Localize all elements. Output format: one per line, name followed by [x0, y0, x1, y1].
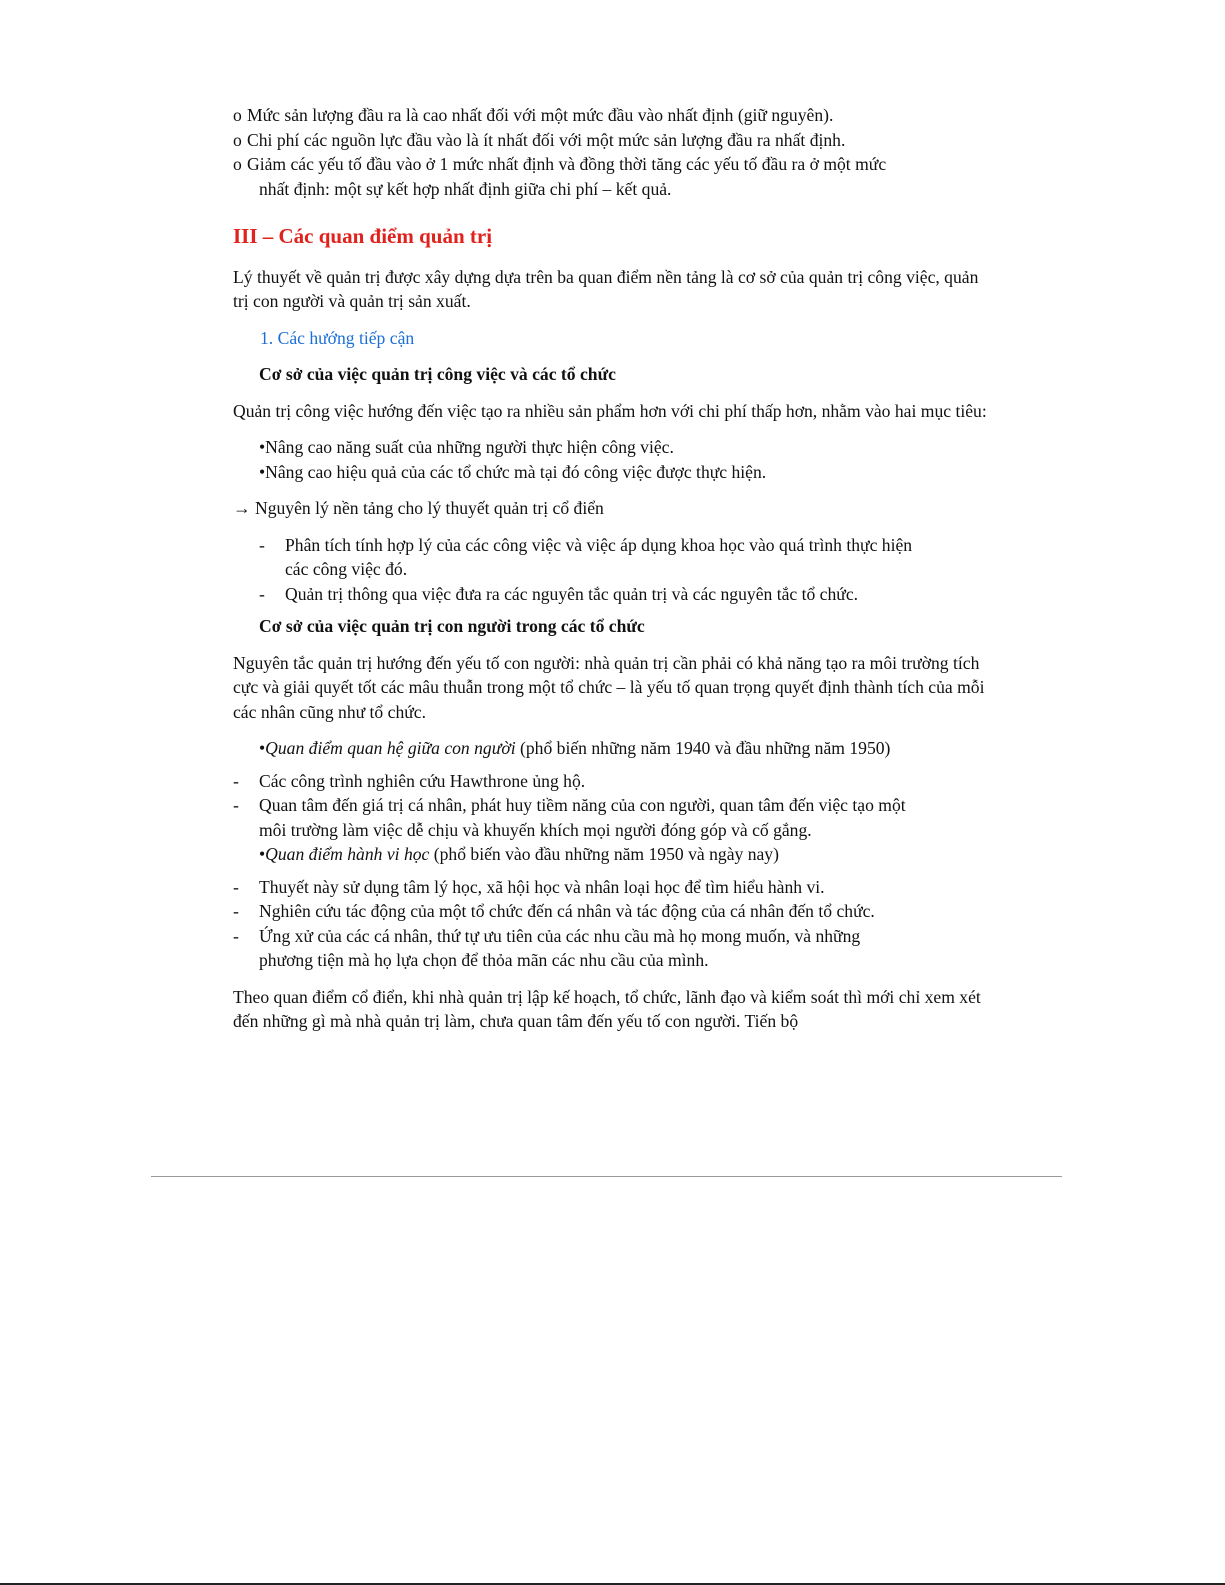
dash-item: - Phân tích tính hợp lý của các công việc và việc áp dụng khoa học vào quá trình thực hiện các công việc đó. — [259, 534, 913, 579]
view-behavioral: •Quan điểm hành vi học (phổ biến vào đầu những năm 1950 và ngày nay) — [259, 844, 779, 864]
dash-item: - Quản trị thông qua việc đưa ra các nguyên tắc quản trị và các nguyên tắc tổ chức. — [259, 583, 859, 604]
people-management-paragraph: Nguyên tắc quản trị hướng đến yếu tố con người: nhà quản trị cần phải có khả năng tạo ra môi trường tích cực và giải quyết tốt các mâu thuẫn trong một tổ chức – là yếu tố quan trọng quyết định thành tích của mỗi các nhân cũng như tổ chức. — [233, 652, 985, 722]
list-item: o Giảm các yếu tố đầu vào ở 1 mức nhất định và đồng thời tăng các yếu tố đầu ra ở một mức nhất định: một sự kết hợp nhất định giữa chi phí – kết quả. — [233, 154, 887, 199]
dash-item: - Quan tâm đến giá trị cá nhân, phát huy tiềm năng của con người, quan tâm đến việc tạo một môi trường làm việc dễ chịu và khuyến khích mọi người đóng góp và cố gắng. — [233, 795, 906, 840]
list-item: o Chi phí các nguồn lực đầu vào là ít nhất đối với một mức sản lượng đầu ra nhất định. — [233, 129, 846, 150]
page-content — [233, 103, 993, 1046]
dash-item: - Nghiên cứu tác động của một tổ chức đến cá nhân và tác động của cá nhân đến tổ chức. — [233, 901, 875, 921]
list-item: o Mức sản lượng đầu ra là cao nhất đối với một mức đầu vào nhất định (giữ nguyên). — [233, 105, 834, 125]
dash-item: - Các công trình nghiên cứu Hawthrone ủng hộ. — [233, 770, 586, 791]
dash-item: - Thuyết này sử dụng tâm lý học, xã hội học và nhân loại học để tìm hiểu hành vi. — [233, 876, 825, 897]
work-management-paragraph: Quản trị công việc hướng đến việc tạo ra nhiều sản phẩm hơn với chi phí thấp hơn, nhằm vào hai mục tiêu: — [233, 400, 987, 421]
page-divider — [151, 1176, 1062, 1177]
intro-paragraph: Lý thuyết về quản trị được xây dựng dựa trên ba quan điểm nền tảng là cơ sở của quản trị công việc, quản trị con người và quản trị sản xuất. — [233, 266, 979, 311]
criteria-list — [233, 103, 993, 201]
bullet-item: •Nâng cao năng suất của những người thực hiện công việc. — [259, 437, 674, 457]
subheading-work-management: Cơ sở của việc quản trị công việc và các tổ chức — [259, 364, 616, 384]
closing-paragraph: Theo quan điểm cổ điển, khi nhà quản trị lập kế hoạch, tổ chức, lãnh đạo và kiểm soát thì mới chỉ xem xét đến những gì mà nhà quản trị làm, chưa quan tâm đến yếu tố con người. Tiến bộ — [233, 986, 981, 1031]
section-heading: III – Các quan điểm quản trị — [233, 224, 493, 248]
dash-item: - Ứng xử của các cá nhân, thứ tự ưu tiên của các nhu cầu mà họ mong muốn, và những phương tiện mà họ lựa chọn để thỏa mãn các nhu cầu của mình. — [233, 925, 861, 970]
subheading-people-management: Cơ sở của việc quản trị con người trong các tổ chức — [259, 616, 645, 636]
arrow-principle-line: → Nguyên lý nền tảng cho lý thuyết quản trị cổ điển — [233, 498, 604, 518]
bullet-item: •Nâng cao hiệu quả của các tổ chức mà tại đó công việc được thực hiện. — [259, 461, 767, 482]
view-human-relations: •Quan điểm quan hệ giữa con người (phổ biến những năm 1940 và đầu những năm 1950) — [259, 738, 891, 758]
numbered-heading: 1. Các hướng tiếp cận — [260, 327, 415, 348]
